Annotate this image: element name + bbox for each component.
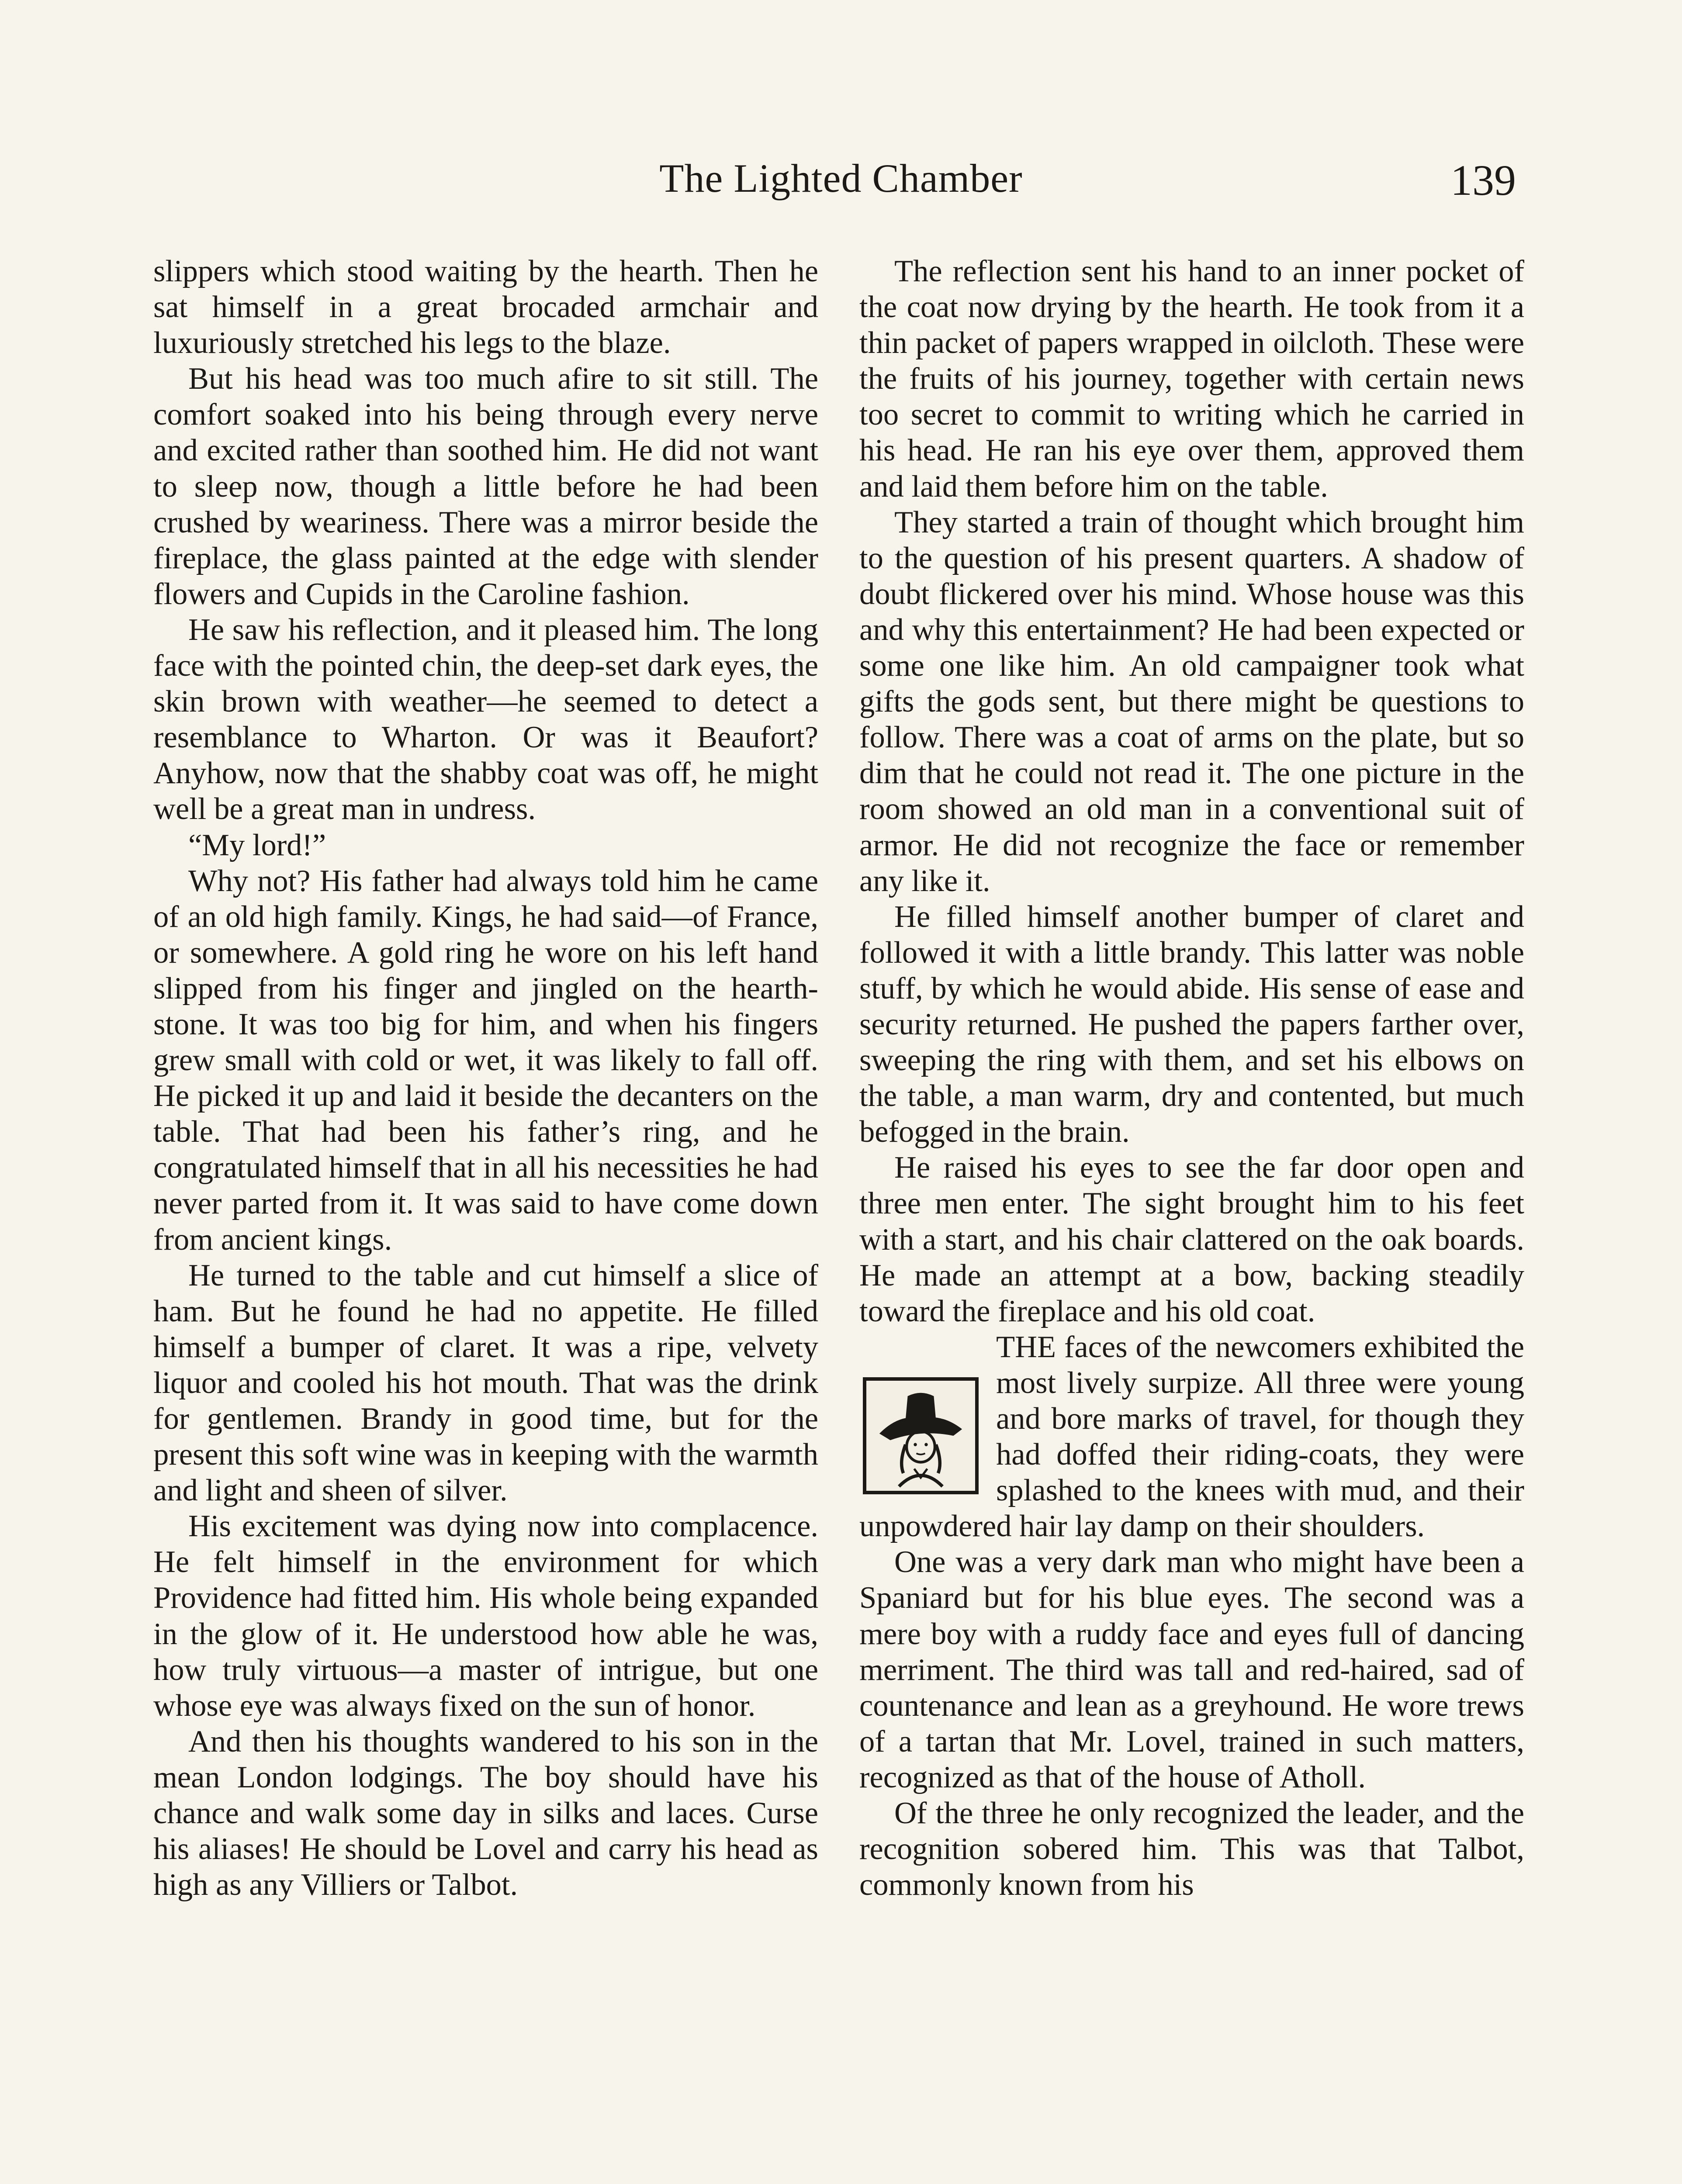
paragraph: Of the three he only recognized the leader, and the recognition sobered him. This was that Talbot, commonly known from his bbox=[859, 1796, 1524, 1902]
right-column bbox=[859, 253, 1524, 1903]
paragraph: He filled himself another bumper of claret and followed it with a little brandy. This latter was noble stuff, by which he would abide. His sense of ease and security returned. He pushed the papers farther over, sweeping the ring with them, and set his elbows on the table, a man warm, dry and contented, but much befogged in the brain. bbox=[859, 899, 1524, 1149]
section-opening-paragraph: THE faces of the newcomers exhibited the most lively surpize. All three were young and bore marks of travel, for though they had doffed their riding-coats, they were splashed to the knees with mud, and their unpowdered hair lay damp on their shoulders. bbox=[859, 1330, 1524, 1544]
paragraph: His excitement was dying now into complacence. He felt himself in the environment for which Providence had fitted him. His whole being expanded in the glow of it. He understood how able he was, how truly virtuous—a master of intrigue, but one whose eye was always fixed on the sun of honor. bbox=[153, 1509, 818, 1723]
paragraph: He saw his reflection, and it pleased him. The long face with the pointed chin, the deep-set dark eyes, the skin brown with weather—he seemed to detect a resemblance to Wharton. Or was it Beaufort? Anyhow, now that the shabby coat was off, he might well be a great man in undress. bbox=[153, 612, 818, 826]
paragraph: The reflection sent his hand to an inner pocket of the coat now drying by the hearth. He took from it a thin packet of papers wrapped in oilcloth. These were the fruits of his journey, together with certain news too secret to commit to writing which he carried in his head. He ran his eye over them, approved them and laid them before him on the table. bbox=[859, 254, 1524, 504]
paragraph: They started a train of thought which brought him to the question of his present quarters. A shadow of doubt flickered over his mind. Whose house was this and why this entertainment? He had been expected or some one like him. An old campaigner took what gifts the gods sent, but there might be questions to follow. There was a coat of arms on the plate, but so dim that he could not read it. The one picture in the room showed an old man in a conventional suit of armor. He did not recognize the face or remember any like it. bbox=[859, 505, 1524, 898]
paragraph: One was a very dark man who might have been a Spaniard but for his blue eyes. The second was a mere boy with a ruddy face and eyes full of dancing merriment. The third was tall and red-haired, sad of countenance and lean as a greyhound. He wore trews of a tartan that Mr. Lovel, trained in such matters, recognized as that of the house of Atholl. bbox=[859, 1545, 1524, 1794]
page-number: 139 bbox=[1450, 156, 1516, 204]
paragraph: Why not? His father had always told him he came of an old high family. Kings, he had said—of France, or somewhere. A gold ring he wore on his left hand slipped from his finger and jingled on the hearthstone. It was too big for him, and when his fingers grew small with cold or wet, it was likely to fall off. He picked it up and laid it beside the decanters on the table. That had been his father’s ring, and he congratulated himself that in all his necessities he had never parted from it. It was said to have come down from ancient kings. bbox=[153, 864, 818, 1257]
paragraph: But his head was too much afire to sit still. The comfort soaked into his being through every nerve and excited rather than soothed him. He did not want to sleep now, though a little before he had been crushed by weariness. There was a mirror beside the fireplace, the glass painted at the edge with slender flowers and Cupids in the Caroline fashion. bbox=[153, 362, 818, 611]
paragraph: He turned to the table and cut himself a slice of ham. But he found he had no appetite. He filled himself a bumper of claret. It was a ripe, velvety liquor and cooled his hot mouth. That was the drink for gentlemen. Brandy in good time, but for the present this soft wine was in keeping with the warmth and light and sheen of silver. bbox=[153, 1258, 818, 1508]
paragraph: “My lord!” bbox=[188, 828, 326, 862]
paragraph: He raised his eyes to see the far door open and three men enter. The sight brought him to his feet with a start, and his chair clattered on the oak boards. He made an attempt at a bow, backing steadily toward the fireplace and his old coat. bbox=[859, 1151, 1524, 1328]
paragraph: slippers which stood waiting by the hearth. Then he sat himself in a great brocaded armchair and luxuriously stretched his legs to the blaze. bbox=[153, 254, 818, 360]
decorative-cavalier-illustration-icon bbox=[863, 1377, 979, 1494]
paragraph: And then his thoughts wandered to his son in the mean London lodgings. The boy should have his chance and walk some day in silks and laces. Curse his aliases! He should be Lovel and carry his head as high as any Villiers or Talbot. bbox=[153, 1724, 818, 1902]
left-column bbox=[153, 253, 818, 1903]
running-title: The Lighted Chamber bbox=[659, 156, 1023, 200]
